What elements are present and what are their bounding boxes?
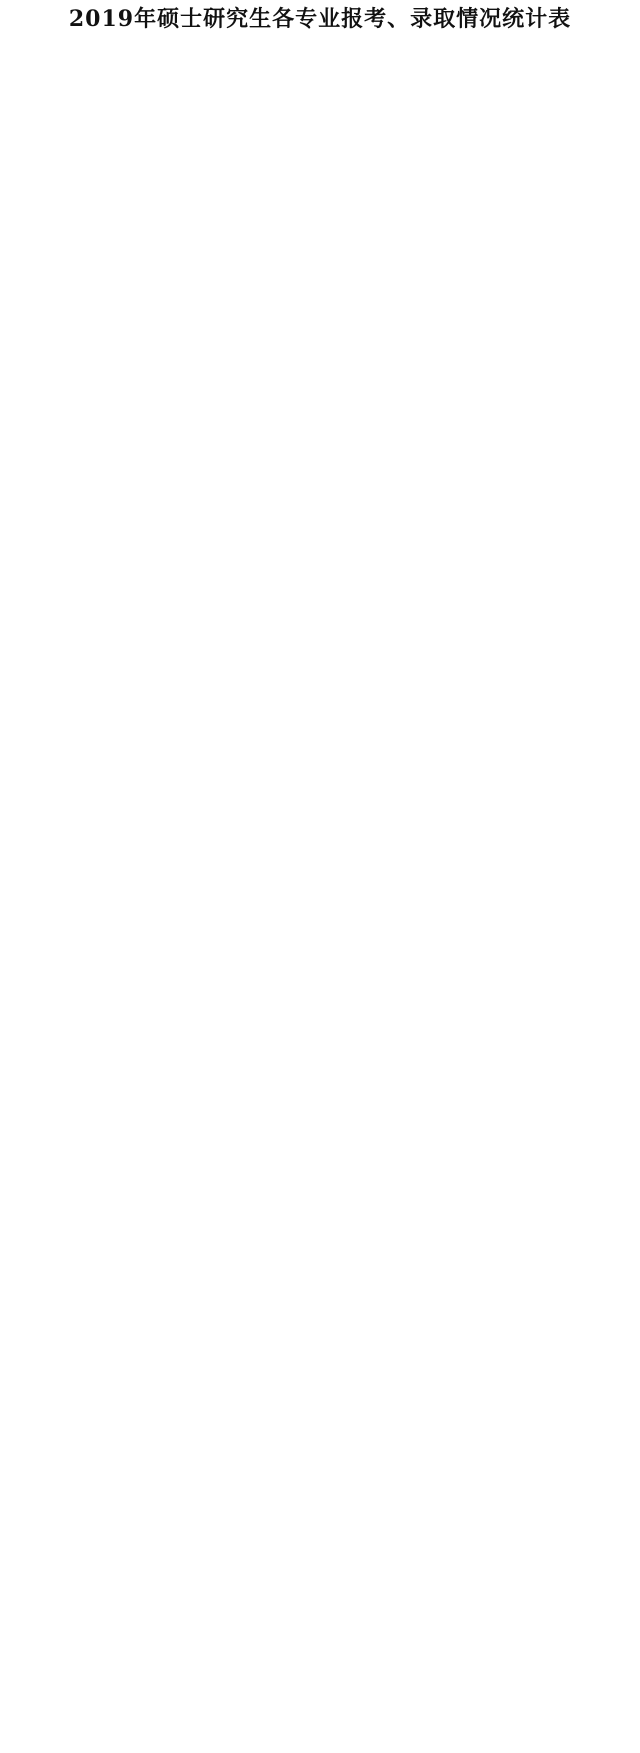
table-title: 2019年硕士研究生各专业报考、录取情况统计表 [68, 6, 572, 32]
table-section-1 [0, 0, 640, 812]
